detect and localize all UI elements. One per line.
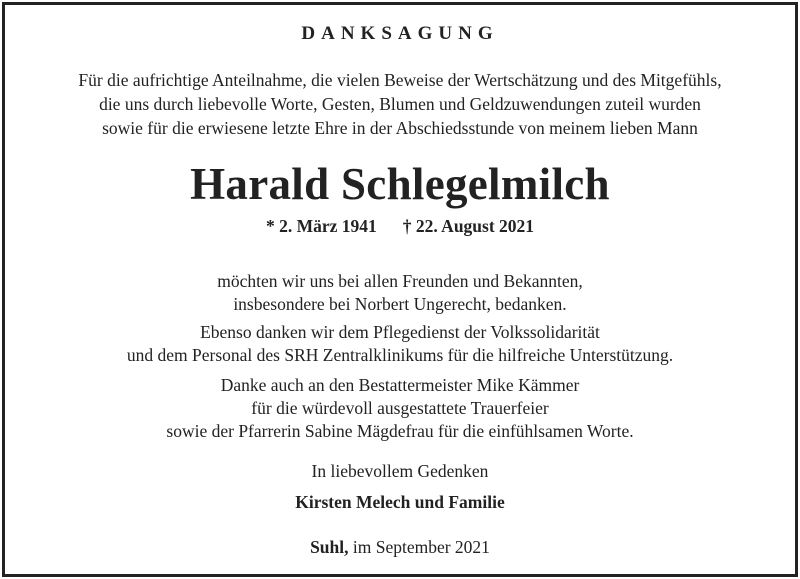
thanks-line: Danke auch an den Bestattermeister Mike Kämmer (220, 375, 580, 395)
life-dates (0, 214, 800, 238)
birth-date: * 2. März 1941 (265, 216, 377, 236)
death-date: † 22. August 2021 (402, 216, 535, 236)
intro-line: die uns durch liebevolle Worte, Gesten, Blumen und Geldzuwendungen zuteil wurden (99, 94, 701, 114)
place: Suhl, (310, 537, 349, 557)
thanks-line: Ebenso danken wir dem Pflegedienst der Volkssolidarität (200, 322, 600, 342)
thanks-paragraph-friends (0, 270, 800, 316)
thanks-line: und dem Personal des SRH Zentralklinikums für die hilfreiche Unterstützung. (126, 345, 674, 365)
place-date-line (0, 536, 800, 559)
intro-line: sowie für die erwiesene letzte Ehre in der Abschiedsstunde von meinem lieben Mann (102, 118, 698, 138)
thanks-paragraph-funeral (0, 374, 800, 443)
memorial-phrase: In liebevollem Gedenken (311, 461, 489, 481)
date: im September 2021 (352, 537, 490, 557)
intro-paragraph (0, 68, 800, 140)
thanks-paragraph-care (0, 321, 800, 367)
notice-heading: DANKSAGUNG (301, 23, 499, 44)
intro-line: Für die aufrichtige Anteilnahme, die vielen Beweise der Wertschätzung und des Mitgefühls, (78, 70, 722, 90)
thanks-line: insbesondere bei Norbert Ungerecht, bedanken. (233, 294, 567, 314)
family-signature: Kirsten Melech und Familie (295, 492, 505, 512)
thanks-line: für die würdevoll ausgestattete Trauerfeier (251, 398, 549, 418)
deceased-name: Harald Schlegelmilch (190, 159, 610, 209)
thanks-line: möchten wir uns bei allen Freunden und Bekannten, (217, 271, 583, 291)
thanks-line: sowie der Pfarrerin Sabine Mägdefrau für die einfühlsamen Worte. (166, 421, 634, 441)
